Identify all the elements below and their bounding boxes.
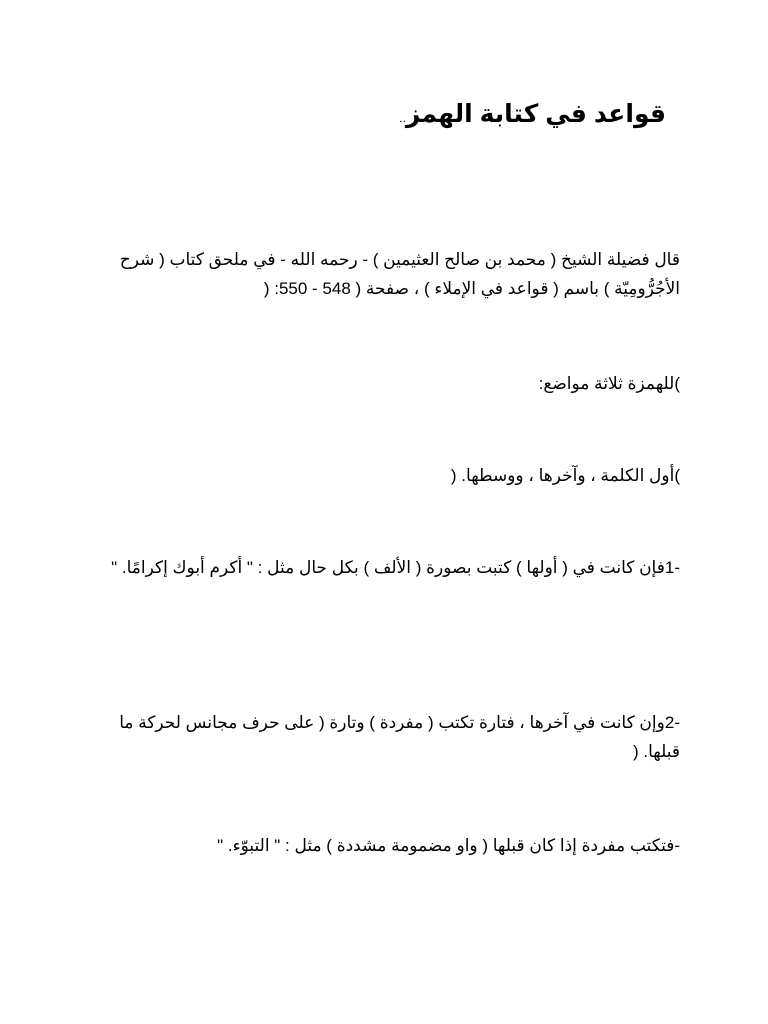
paragraph-hamza-positions: )للهمزة ثلاثة مواضع: [538, 374, 680, 393]
title-text: قواعد في كتابة الهمز [405, 100, 666, 128]
paragraph-rule-1: -1فإن كانت في ( أولها ) كتبت بصورة ( الألف ) بكل حال مثل : " أكرم أبوك إكرامًا. " [111, 558, 680, 577]
paragraph-rule-2-detail: -فتكتب مفردة إذا كان قبلها ( واو مضمومة مشددة ) مثل : " التبوّء. " [217, 836, 680, 855]
paragraph-rule-2: -2وإن كانت في آخرها ، فتارة تكتب ( مفردة ) وتارة ( على حرف مجانس لحركة ما قبلها. ( [114, 713, 680, 761]
document-title [399, 92, 666, 140]
title-mark: .. [399, 111, 406, 125]
paragraph-positions-list: )أول الكلمة ، وآخرها ، ووسطها. ( [450, 466, 680, 485]
paragraph-intro: قال فضيلة الشيخ ( محمد بن صالح العثيمين ) - رحمه الله - في ملحق كتاب ( شرح الأجُرُّومِيّة ) باسم ( قواعد في الإملاء ) ، صفحة ( 548 - 550: ( [115, 250, 680, 298]
